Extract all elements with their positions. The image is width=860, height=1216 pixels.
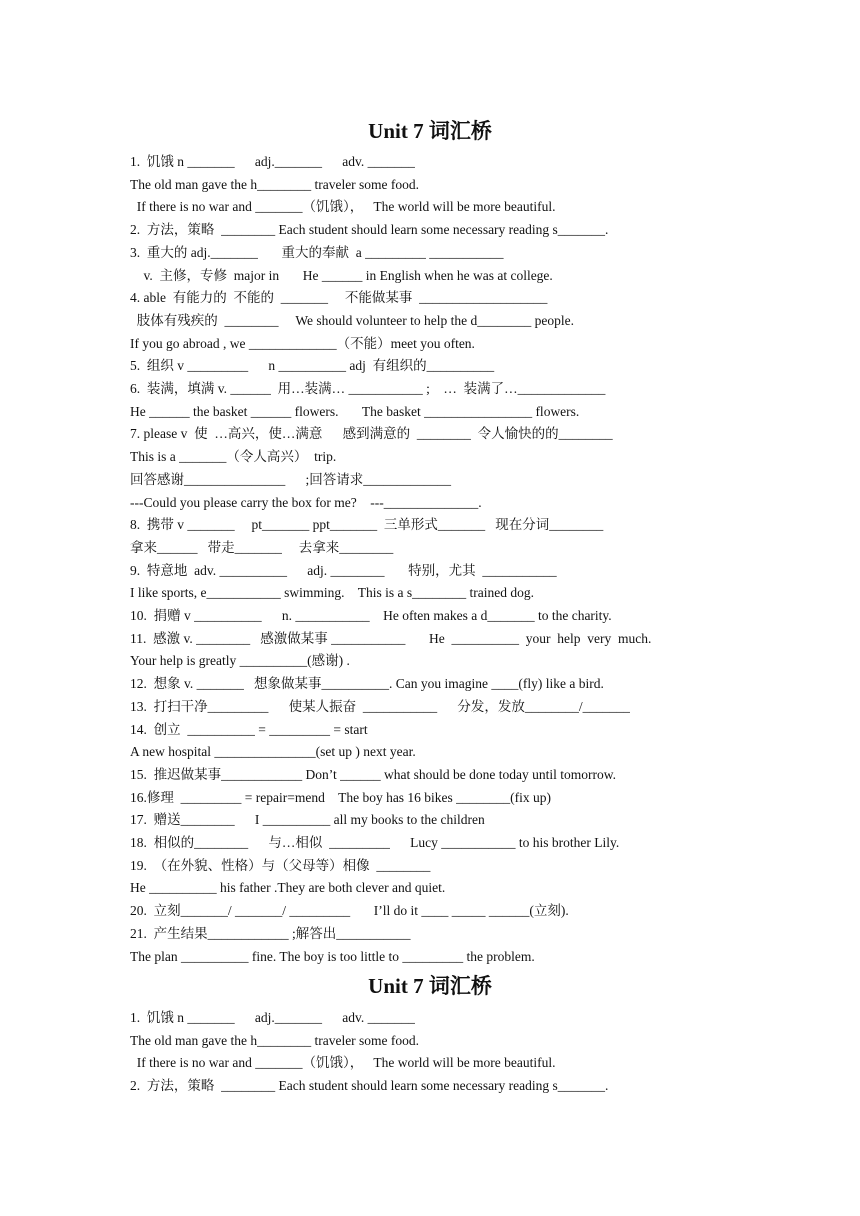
- unit-title-repeat: Unit 7 词汇桥: [368, 974, 492, 998]
- vocab-line: 18. 相似的________ 与…相似 _________ Lucy ___________ to his brother Lily.: [130, 835, 620, 850]
- vocab-line: 7. please v 使 …高兴，使…满意 感到满意的 ________ 令人愉快的的________: [130, 426, 613, 442]
- vocab-line: 拿来______ 带走_______ 去拿来________: [130, 539, 394, 555]
- vocab-line: 回答感谢_______________ ;回答请求_____________: [130, 471, 452, 487]
- vocab-line: 4. able 有能力的 不能的 _______ 不能做某事 ___________________: [130, 290, 548, 306]
- vocab-line: 14. 创立 __________ = _________ = start: [130, 721, 368, 737]
- vocab-line: If you go abroad , we _____________（不能）meet you often.: [130, 335, 475, 351]
- vocab-line: The old man gave the h________ traveler some food.: [130, 176, 420, 192]
- vocab-line: The old man gave the h________ traveler some food.: [130, 1032, 420, 1048]
- vocab-line: If there is no war and _______（饥饿）， The world will be more beautiful.: [130, 199, 556, 215]
- vocab-line: v. 主修，专修 major in He ______ in English when he was at college.: [130, 267, 553, 283]
- vocab-line: 12. 想象 v. _______ 想象做某事__________. Can you imagine ____(fly) like a bird.: [130, 676, 604, 692]
- vocab-line: 肢体有残疾的 ________ We should volunteer to help the d________ people.: [130, 312, 574, 328]
- vocab-line: ---Could you please carry the box for me? ---______________.: [130, 494, 482, 510]
- vocab-line: I like sports, e___________ swimming. This is a s________ trained dog.: [130, 585, 534, 601]
- vocab-line: 10. 捐赠 v __________ n. ___________ He often makes a d_______ to the charity.: [130, 608, 612, 623]
- vocab-line: This is a _______（令人高兴） trip.: [130, 449, 337, 465]
- vocab-line: 19. （在外貌、性格）与（父母等）相像 ________: [130, 857, 431, 873]
- vocab-line: A new hospital _______________(set up ) next year.: [130, 744, 416, 760]
- vocab-line: 2. 方法，策略 ________ Each student should learn some necessary reading s_______.: [130, 1077, 609, 1093]
- vocab-line: 15. 推迟做某事____________ Don’t ______ what should be done today until tomorrow.: [130, 766, 616, 782]
- vocab-line: If there is no war and _______（饥饿）， The world will be more beautiful.: [130, 1055, 556, 1070]
- vocab-line: He __________ his father .They are both clever and quiet.: [130, 880, 446, 896]
- vocab-line: The plan __________ fine. The boy is too little to _________ the problem.: [130, 948, 535, 964]
- vocab-line: 8. 携带 v _______ pt_______ ppt_______ 三单形式_______ 现在分词________: [130, 517, 604, 533]
- vocab-line: 6. 装满，填满 v. ______ 用…装满… ___________ ; … 装满了…_____________: [130, 381, 606, 396]
- vocab-line: 17. 赠送________ I __________ all my books to the children: [130, 812, 485, 828]
- vocab-line: 21. 产生结果____________ ;解答出___________: [130, 925, 411, 941]
- unit-title: Unit 7 词汇桥: [368, 119, 492, 143]
- vocab-line: 20. 立刻_______/ _______/ _________ I’ll do it ____ _____ ______(立刻).: [130, 903, 569, 919]
- vocab-line: 16.修理 _________ = repair=mend The boy has 16 bikes ________(fix up): [130, 789, 552, 805]
- vocab-line: 1. 饥饿 n _______ adj._______ adv. _______: [130, 1010, 415, 1025]
- vocab-line: Your help is greatly __________(感谢) .: [130, 653, 350, 669]
- vocab-line: 9. 特意地 adv. __________ adj. ________ 特别，尤其 ___________: [130, 562, 557, 578]
- vocab-line: 1. 饥饿 n _______ adj._______ adv. _______: [130, 154, 415, 169]
- vocab-line: 2. 方法，策略 ________ Each student should learn some necessary reading s_______.: [130, 222, 609, 238]
- vocab-line: 13. 打扫干净_________ 使某人振奋 ___________ 分发，发放________/_______: [130, 698, 630, 714]
- vocab-line: 3. 重大的 adj._______ 重大的奉献 a _________ ___________: [130, 244, 504, 260]
- vocab-line: He ______ the basket ______ flowers. The basket ________________ flowers.: [130, 403, 580, 419]
- vocab-line: 5. 组织 v _________ n __________ adj 有组织的__________: [130, 358, 495, 374]
- vocab-line: 11. 感激 v. ________ 感激做某事 ___________ He __________ your help very much.: [130, 630, 652, 646]
